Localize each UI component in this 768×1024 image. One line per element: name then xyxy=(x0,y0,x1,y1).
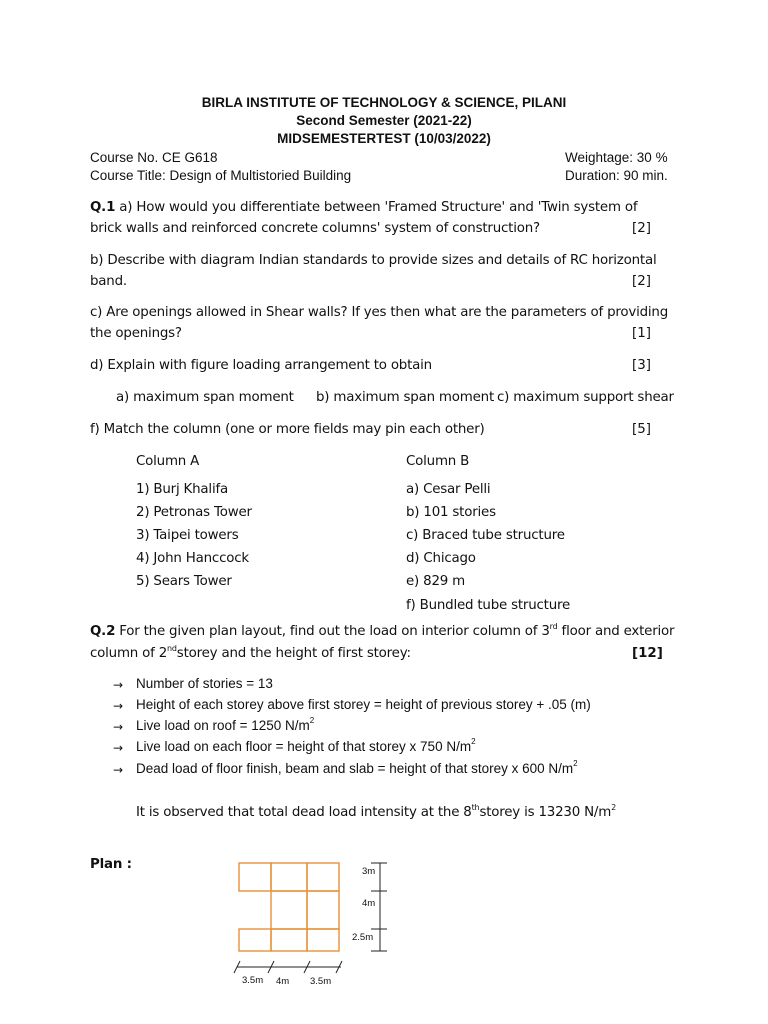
q1-b-line1: b) Describe with diagram Indian standards to provide sizes and details of RC horizontal xyxy=(90,253,657,268)
course-number: Course No. CE G618 xyxy=(90,150,218,165)
q2-line1-sup: rd xyxy=(549,622,558,631)
q1-c-line1: c) Are openings allowed in Shear walls? If yes then what are the parameters of providing xyxy=(90,305,669,320)
plan-bay xyxy=(307,891,339,929)
q1-d-marks: [3] xyxy=(632,358,651,373)
column-b-item: d) Chicago xyxy=(406,551,476,566)
q2-observation-post: storey is 13230 N/m xyxy=(479,805,612,820)
q1-a-line1 xyxy=(90,200,637,215)
dimension-label-4m-vertical: 4m xyxy=(362,898,376,909)
dimension-label-4m-horizontal: 4m xyxy=(276,976,290,987)
arrow-icon: → xyxy=(113,699,124,713)
test-title: MIDSEMESTERTEST (10/03/2022) xyxy=(277,131,491,146)
q2-observation-sup2: 2 xyxy=(611,803,616,812)
q1-label: Q.1 xyxy=(90,200,116,215)
semester-title: Second Semester (2021-22) xyxy=(296,113,472,128)
q2-bullet xyxy=(136,761,578,776)
arrow-icon: → xyxy=(113,678,124,692)
horizontal-dimension-line xyxy=(234,961,342,973)
institute-title: BIRLA INSTITUTE OF TECHNOLOGY & SCIENCE, PILANI xyxy=(201,95,567,110)
q2-line2-sup: nd xyxy=(167,644,177,653)
q2-bullet-text: Dead load of floor finish, beam and slab = height of that storey x 600 N/m xyxy=(136,761,574,776)
q2-bullet xyxy=(136,718,314,733)
q1-b-marks: [2] xyxy=(632,274,651,289)
column-b-item: e) 829 m xyxy=(406,574,465,589)
plan-bay xyxy=(271,891,307,929)
column-a-item: 5) Sears Tower xyxy=(136,574,232,589)
q2-bullet xyxy=(136,739,476,754)
q1-d-option-b: b) maximum span moment xyxy=(316,390,494,405)
column-b-item: c) Braced tube structure xyxy=(406,528,565,543)
q2-bullet-text: Live load on each floor = height of that storey x 750 N/m xyxy=(136,739,472,754)
column-b-header: Column B xyxy=(406,454,470,469)
column-a-header: Column A xyxy=(136,454,200,469)
course-title: Course Title: Design of Multistoried Building xyxy=(90,168,352,183)
plan-bay xyxy=(307,929,339,951)
q1-c-line2: the openings? xyxy=(90,326,182,341)
column-a-item: 1) Burj Khalifa xyxy=(136,482,228,497)
q1-a-marks: [2] xyxy=(632,221,651,236)
q1-d-option-a: a) maximum span moment xyxy=(116,390,294,405)
q2-line1 xyxy=(90,624,674,639)
plan-bay xyxy=(271,863,307,891)
plan-diagram xyxy=(225,855,405,995)
q2-bullet-sup: 2 xyxy=(309,716,315,725)
q2-bullet: Number of stories = 13 xyxy=(136,676,273,691)
q2-marks: [12] xyxy=(632,646,663,661)
q2-bullet-sup: 2 xyxy=(471,737,476,746)
plan-bay xyxy=(239,863,271,891)
q2-bullet-text: Live load on roof = 1250 N/m xyxy=(136,718,310,733)
q1-f-line: f) Match the column (one or more fields may pin each other) xyxy=(90,422,485,437)
q1-c-marks: [1] xyxy=(632,326,651,341)
duration: Duration: 90 min. xyxy=(565,168,668,183)
q2-label: Q.2 xyxy=(90,624,116,639)
q2-observation-text: It is observed that total dead load intensity at the 8 xyxy=(136,805,472,820)
dimension-label-3-5m-right: 3.5m xyxy=(310,976,332,987)
weightage: Weightage: 30 % xyxy=(565,150,668,165)
column-a-item: 2) Petronas Tower xyxy=(136,505,252,520)
plan-bay xyxy=(239,929,271,951)
q1-d-option-c: c) maximum support shear xyxy=(497,390,674,405)
dimension-label-3m: 3m xyxy=(362,866,376,877)
dimension-label-3-5m-left: 3.5m xyxy=(242,975,264,986)
q1-a-text: a) How would you differentiate between 'Framed Structure' and 'Twin system of xyxy=(119,200,638,215)
q2-line2-text: column of 2 xyxy=(90,646,168,661)
column-a-item: 3) Taipei towers xyxy=(136,528,239,543)
q1-f-marks: [5] xyxy=(632,422,651,437)
plan-grid xyxy=(239,863,339,951)
q1-b-line2: band. xyxy=(90,274,127,289)
q2-bullet: Height of each storey above first storey = height of previous storey + .05 (m) xyxy=(136,697,591,712)
arrow-icon: → xyxy=(113,763,124,777)
plan-bay xyxy=(271,929,307,951)
column-a-item: 4) John Hanccock xyxy=(136,551,249,566)
q2-line2 xyxy=(90,646,411,661)
arrow-icon: → xyxy=(113,720,124,734)
q2-observation-sup: th xyxy=(471,803,480,812)
q2-line2-post: storey and the height of first storey: xyxy=(176,646,411,661)
column-b-item: b) 101 stories xyxy=(406,505,496,520)
dimension-label-2-5m: 2.5m xyxy=(352,932,374,943)
arrow-icon: → xyxy=(113,741,124,755)
column-b-item: a) Cesar Pelli xyxy=(406,482,491,497)
q2-line1-text: For the given plan layout, find out the load on interior column of 3 xyxy=(119,624,550,639)
q2-bullet-sup: 2 xyxy=(573,759,578,768)
plan-label: Plan : xyxy=(90,857,132,872)
q1-a-line2: brick walls and reinforced concrete columns' system of construction? xyxy=(90,221,540,236)
q1-d-line: d) Explain with figure loading arrangement to obtain xyxy=(90,358,432,373)
plan-bay xyxy=(307,863,339,891)
column-b-item: f) Bundled tube structure xyxy=(406,598,571,613)
q2-line1-post: floor and exterior xyxy=(557,624,675,639)
q2-observation xyxy=(136,805,616,820)
